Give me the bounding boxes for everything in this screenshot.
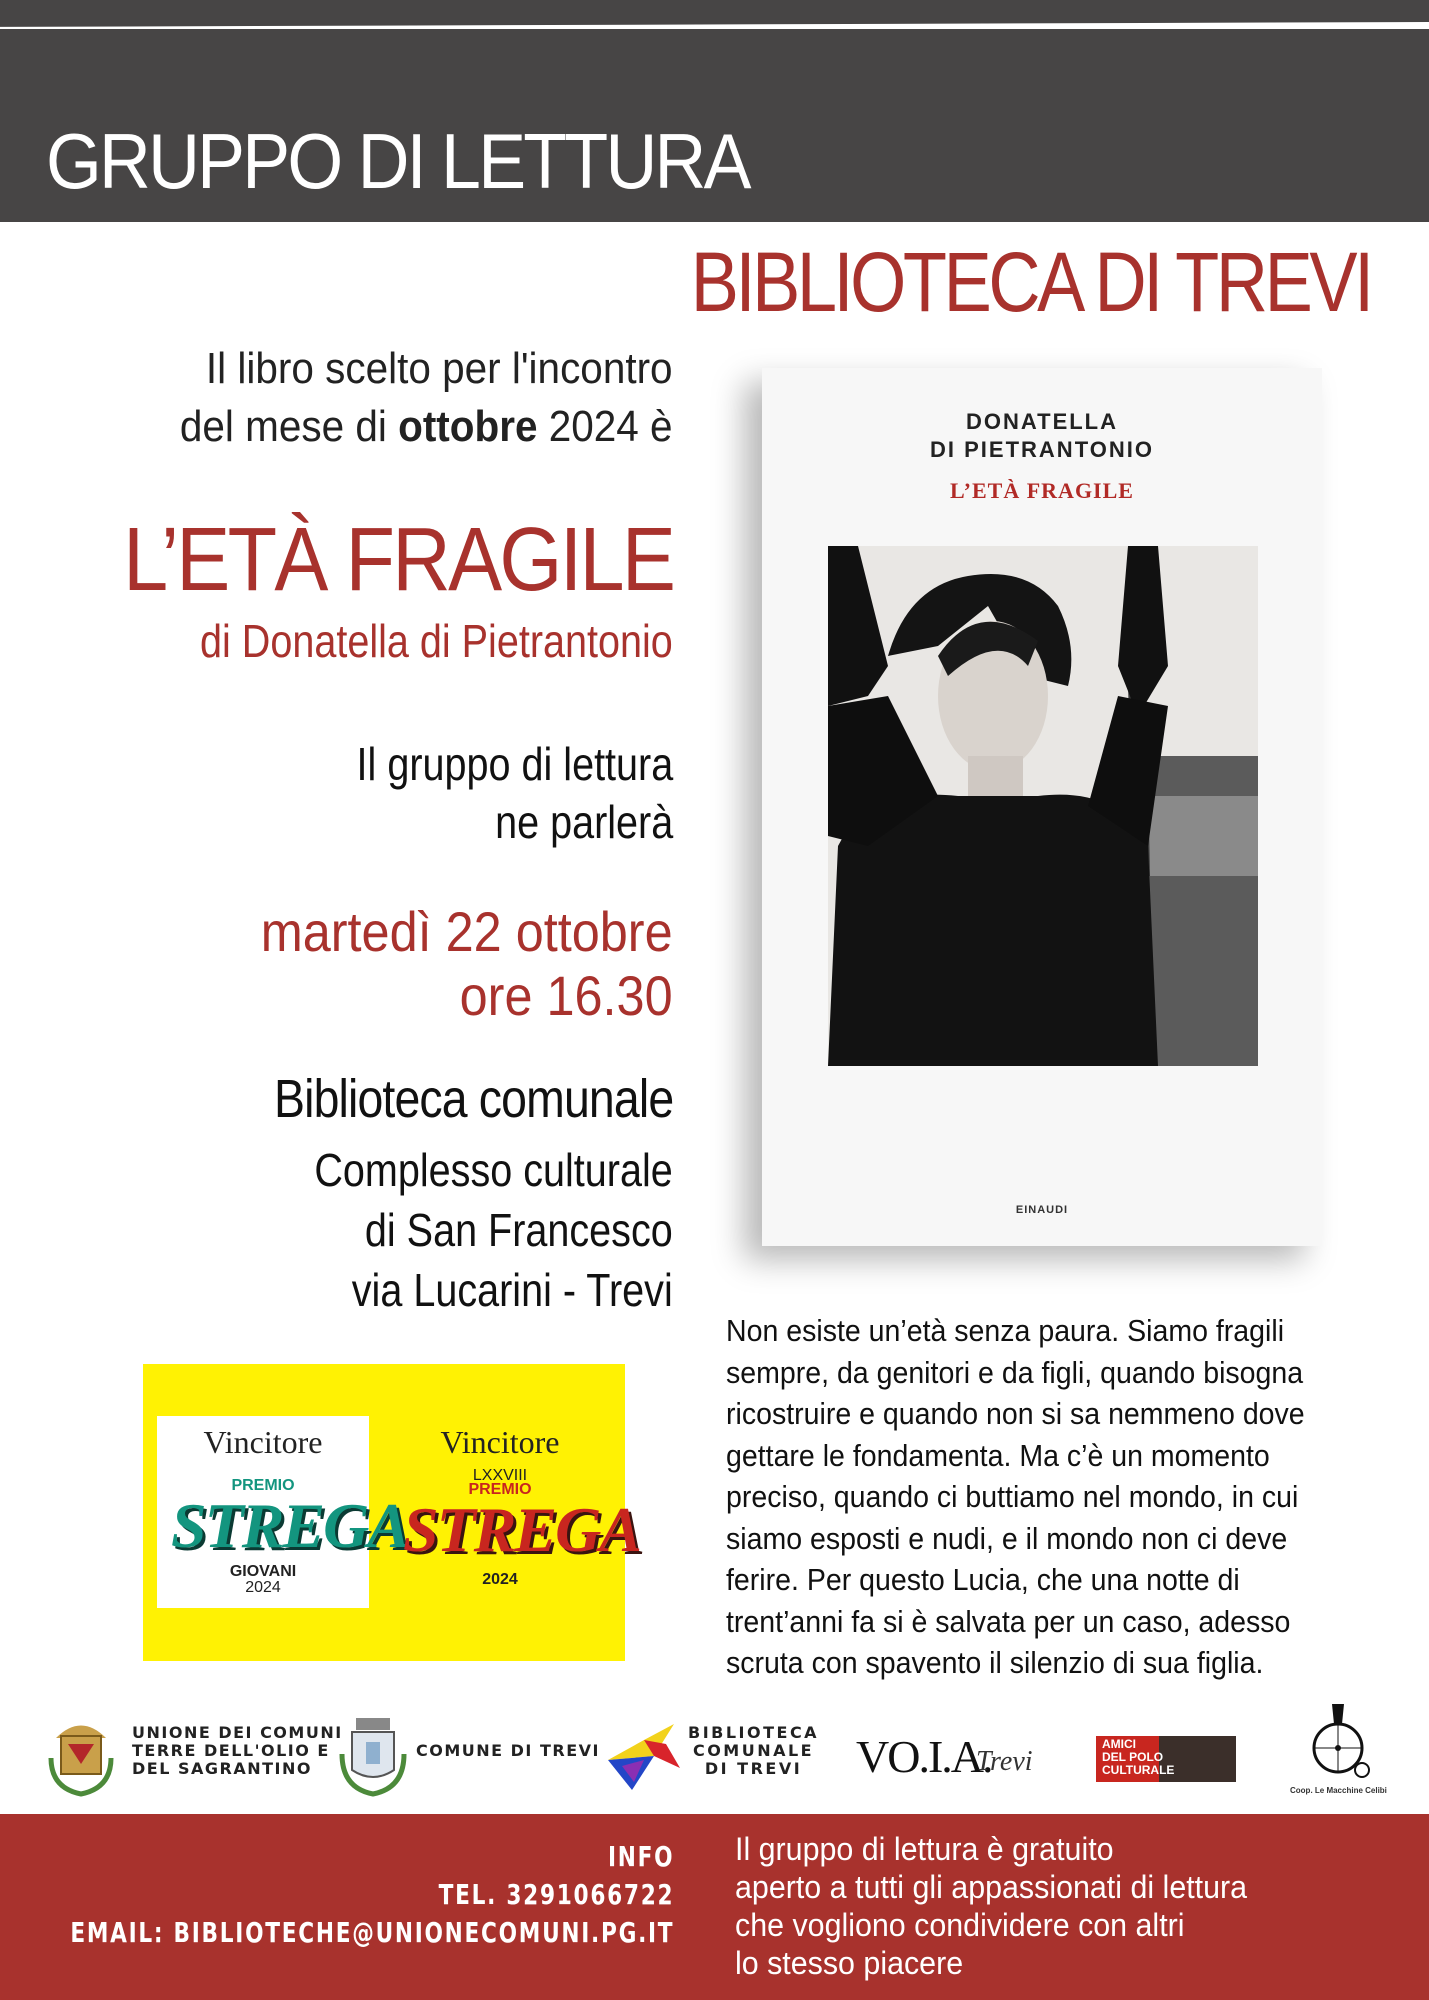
award-right-year: 2024 [482, 1571, 518, 1588]
award-left-giovani: GIOVANI [229, 1563, 297, 1580]
sponsor-logos [0, 1700, 1429, 1810]
unione-comuni-text [132, 1724, 343, 1778]
venue-line-3: via Lucarini - Trevi [352, 1264, 673, 1316]
unione-crest-icon [46, 1718, 116, 1798]
contact-info [70, 1838, 674, 1952]
unione-line-1: UNIONE DEI COMUNI [132, 1723, 343, 1742]
cover-author [762, 408, 1322, 464]
comune-crest-icon [338, 1714, 408, 1798]
award-left-year: 2024 [245, 1579, 281, 1596]
cover-publisher: EINAUDI [1015, 1204, 1069, 1216]
biblioteca-line-1: BIBLIOTECA [688, 1723, 820, 1742]
award-left-premio: PREMIO [231, 1477, 295, 1494]
cover-photo [828, 546, 1258, 1066]
biblioteca-bird-icon [604, 1720, 680, 1792]
info-phone: TEL. 3291066722 [438, 1878, 674, 1911]
event-date: martedì 22 ottobre [261, 900, 673, 963]
intro-line-2 [180, 398, 673, 456]
intro-text [180, 340, 673, 456]
award-right-edition: LXXVIII [472, 1467, 528, 1484]
amici-line-1: AMICI [1102, 1737, 1136, 1751]
awards-box [143, 1364, 640, 1661]
book-description: Non esiste un’età senza paura. Siamo fragili sempre, da genitori e da figli, quando bisogna ricostruire e quando non si sa nemmeno dove gettare le fondamenta. Ma c’è un momento preciso, quando ci buttiamo nel mondo, in cui siamo esposti e nudi, e il mondo non ci deve ferire. Per questo Lucia, che una notte di trent’anni fa si è salvata per un caso, adesso scruta con spavento il silenzio di sua figlia. [726, 1313, 1305, 1680]
intro-month-prefix: del mese di [180, 402, 399, 451]
award-strega-giovani [157, 1416, 408, 1608]
event-time: ore 16.30 [460, 964, 673, 1027]
coop-label: Coop. Le Macchine Celibi [1290, 1786, 1387, 1795]
footer-line-2: aperto a tutti gli appassionati di lettura [735, 1869, 1248, 1905]
bicycle-icon [1302, 1700, 1372, 1782]
comune-trevi-logo [338, 1714, 408, 1803]
biblioteca-line-2: COMUNALE [692, 1741, 815, 1760]
unione-line-2: TERRE DELL'OLIO E [132, 1741, 330, 1760]
book-author: di Donatella di Pietrantonio [200, 615, 673, 667]
award-right-vincitore: Vincitore [440, 1424, 560, 1460]
amici-polo-text [1102, 1738, 1174, 1777]
biblioteca-trevi-logo [604, 1720, 680, 1797]
header-title: GRUPPO DI LETTURA [46, 117, 749, 205]
event-datetime [261, 900, 673, 1028]
unione-comuni-logo [46, 1718, 116, 1803]
award-right-premio: PREMIO [468, 1481, 532, 1498]
cover-photo-illustration [828, 546, 1258, 1066]
group-line-1: Il gruppo di lettura [356, 738, 673, 790]
award-right-strega-logo: STREGA [403, 1494, 640, 1565]
library-title: BIBLIOTECA DI TREVI [690, 235, 1371, 329]
group-text [356, 735, 673, 851]
comune-trevi-text: COMUNE DI TREVI [416, 1741, 600, 1760]
biblioteca-line-3: DI TREVI [704, 1759, 803, 1778]
venue-address [315, 1140, 673, 1320]
amici-line-2: DEL POLO [1102, 1750, 1164, 1764]
footer-line-3: che vogliono condividere con altri [735, 1907, 1185, 1943]
info-label: INFO [607, 1840, 674, 1873]
award-left-vincitore: Vincitore [203, 1424, 323, 1460]
footer-line-4: lo stesso piacere [735, 1945, 964, 1981]
cover-author-line-1: DONATELLA [965, 409, 1119, 434]
unione-line-3: DEL SAGRANTINO [132, 1759, 312, 1778]
venue-name: Biblioteca comunale [273, 1069, 673, 1129]
award-left-strega-logo: STREGA [171, 1490, 408, 1561]
intro-line-1: Il libro scelto per l'incontro [206, 344, 674, 393]
cover-title: L’ETÀ FRAGILE [950, 478, 1134, 503]
voia-logo-script: Trevi [976, 1746, 1033, 1777]
intro-month: ottobre [398, 402, 538, 451]
voia-logo-text: VO.I.A. [856, 1731, 992, 1782]
intro-year: 2024 è [537, 402, 673, 451]
footer-note [735, 1830, 1247, 1982]
amici-line-3: CULTURALE [1102, 1763, 1175, 1777]
group-line-2: ne parlerà [494, 796, 673, 848]
venue-line-2: di San Francesco [365, 1204, 673, 1256]
footer-line-1: Il gruppo di lettura è gratuito [735, 1831, 1114, 1867]
book-cover [762, 368, 1322, 1246]
amici-polo-logo [1096, 1736, 1236, 1782]
info-email: EMAIL: BIBLIOTECHE@UNIONECOMUNI.PG.IT [70, 1916, 674, 1949]
biblioteca-trevi-text [688, 1724, 819, 1778]
award-strega [389, 1416, 640, 1608]
cover-author-line-2: DI PIETRANTONIO [930, 437, 1154, 462]
venue-line-1: Complesso culturale [314, 1144, 673, 1196]
book-title: L’ETÀ FRAGILE [122, 510, 673, 610]
coop-macchine-celibi-logo [1302, 1700, 1372, 1787]
